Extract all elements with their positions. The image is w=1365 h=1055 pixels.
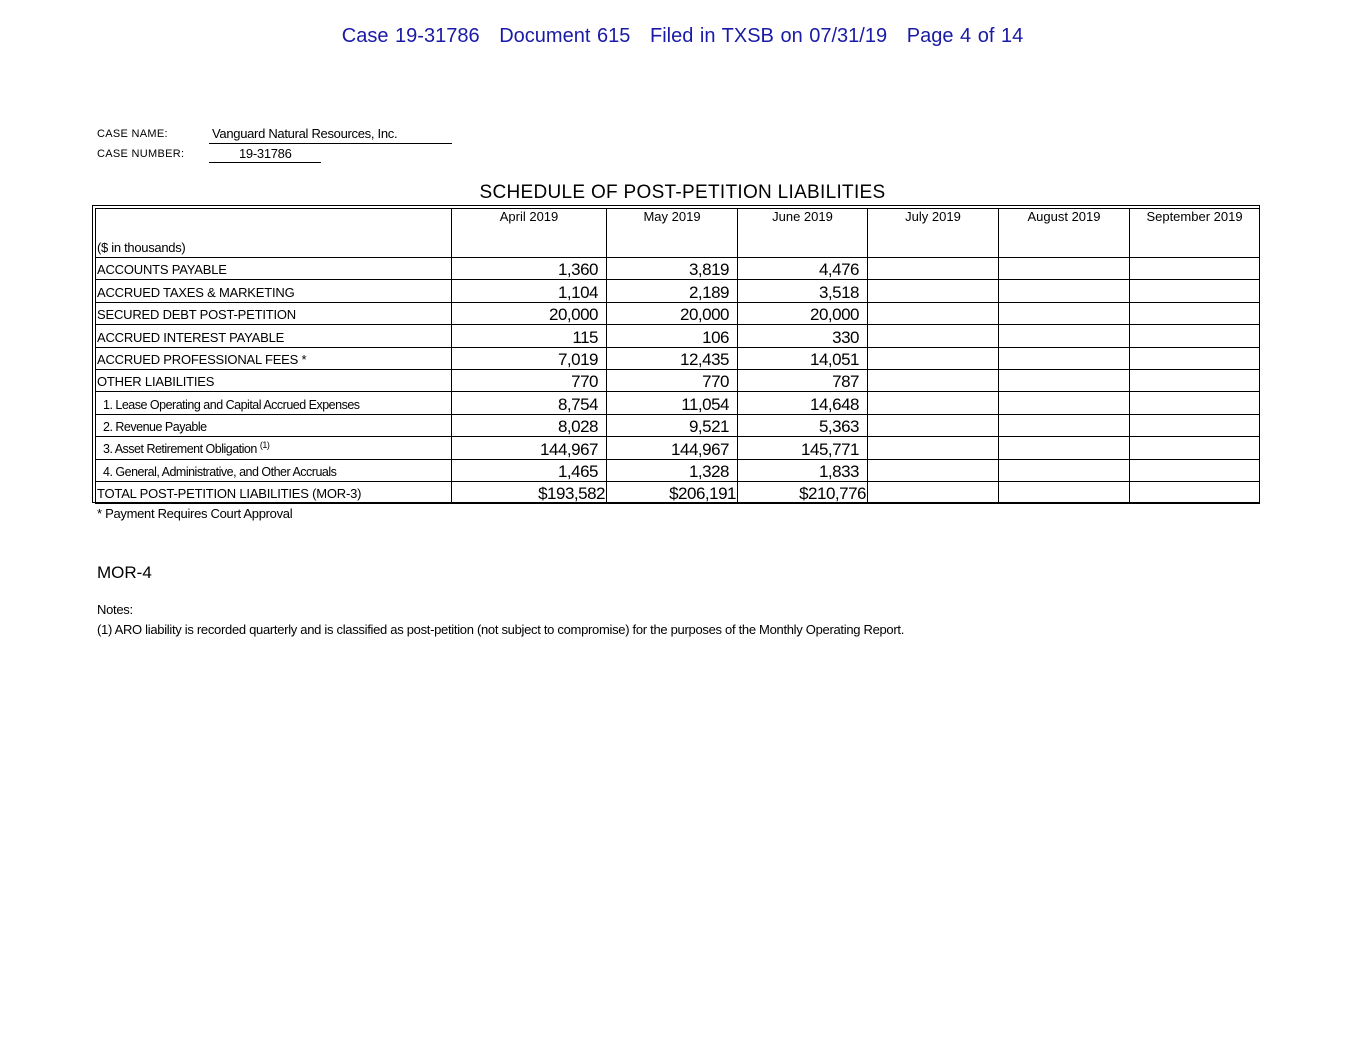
value-cell: 1,465 [452,459,607,481]
row-label-text: ACCRUED PROFESSIONAL FEES * [97,351,307,367]
value-cell [868,392,999,414]
value-cell [999,459,1130,481]
table-row [96,459,1260,481]
value-cell: 770 [452,369,607,391]
table-row [96,302,1260,324]
row-label-text: 3. Asset Retirement Obligation [103,442,257,457]
value-cell: 1,833 [738,459,868,481]
value-cell: 144,967 [452,437,607,459]
value-cell [868,280,999,302]
value-cell: 2,189 [607,280,738,302]
value-cell [1130,302,1260,324]
value-cell: 144,967 [607,437,738,459]
value-cell: 8,028 [452,414,607,436]
table-row [96,280,1260,302]
row-label-text: ACCRUED TAXES & MARKETING [97,284,295,300]
value-cell [868,414,999,436]
value-cell [1130,280,1260,302]
column-header: May 2019 [607,209,738,258]
value-cell [999,414,1130,436]
case-number-label: CASE NUMBER: [97,148,185,160]
value-cell [1130,392,1260,414]
value-cell [999,481,1130,503]
value-cell: 7,019 [452,347,607,369]
case-name-value: Vanguard Natural Resources, Inc. [212,126,398,141]
column-header: August 2019 [999,209,1130,258]
notes-heading: Notes: [97,602,133,617]
value-cell: 145,771 [738,437,868,459]
value-cell: 4,476 [738,258,868,280]
value-cell [999,280,1130,302]
liabilities-table [95,208,1260,504]
value-cell: $206,191 [607,481,738,503]
column-header: July 2019 [868,209,999,258]
total-row [96,481,1260,503]
value-cell: 787 [738,369,868,391]
value-cell: 5,363 [738,414,868,436]
value-cell [1130,258,1260,280]
value-cell: 330 [738,325,868,347]
value-cell: 14,648 [738,392,868,414]
table-row [96,325,1260,347]
value-cell [999,369,1130,391]
row-label-text: OTHER LIABILITIES [97,374,215,390]
table-row [96,258,1260,280]
value-cell: 20,000 [607,302,738,324]
value-cell [868,481,999,503]
row-label [96,459,452,481]
value-cell [1130,347,1260,369]
row-label [96,437,452,459]
row-label-text: SECURED DEBT POST-PETITION [97,307,296,323]
value-cell [868,437,999,459]
schedule-title: SCHEDULE OF POST-PETITION LIABILITIES [479,182,886,203]
case-name-underline [209,143,452,144]
row-label [96,481,452,503]
row-label [96,302,452,324]
value-cell: 1,104 [452,280,607,302]
value-cell: 8,754 [452,392,607,414]
value-cell [1130,437,1260,459]
row-label [96,280,452,302]
value-cell: 1,328 [607,459,738,481]
table-header-row [96,209,1260,258]
form-id: MOR-4 [97,563,152,582]
row-label-text: 4. General, Administrative, and Other Accruals [103,464,337,479]
row-label-text: TOTAL POST-PETITION LIABILITIES (MOR-3) [97,486,362,502]
table-row [96,414,1260,436]
case-number-underline [209,162,321,163]
row-label-text: ACCOUNTS PAYABLE [97,262,227,278]
value-cell [868,347,999,369]
value-cell: 12,435 [607,347,738,369]
value-cell [1130,414,1260,436]
table-row [96,347,1260,369]
units-label: ($ in thousands) [96,209,452,258]
value-cell: 106 [607,325,738,347]
case-name-label: CASE NAME: [97,128,168,140]
value-cell [1130,459,1260,481]
value-cell [868,325,999,347]
value-cell: 3,819 [607,258,738,280]
row-label [96,414,452,436]
table-row [96,369,1260,391]
value-cell: 11,054 [607,392,738,414]
filing-stamp: Case 19-31786 Document 615 Filed in TXSB on 07/31/19 Page 4 of 14 [341,25,1024,47]
table-row [96,392,1260,414]
value-cell [999,258,1130,280]
value-cell: 20,000 [738,302,868,324]
value-cell [999,437,1130,459]
value-cell: 9,521 [607,414,738,436]
row-label [96,325,452,347]
row-label [96,392,452,414]
value-cell [1130,325,1260,347]
court-approval-footnote: * Payment Requires Court Approval [97,506,293,521]
row-label-text: ACCRUED INTEREST PAYABLE [97,329,285,345]
value-cell [1130,369,1260,391]
note-1: (1) ARO liability is recorded quarterly and is classified as post-petition (not subject to compromise) for the purposes of the Monthly Operating Report. [97,622,905,637]
value-cell [868,258,999,280]
value-cell: 115 [452,325,607,347]
row-label-text: 2. Revenue Payable [103,420,207,435]
value-cell: 14,051 [738,347,868,369]
value-cell: 3,518 [738,280,868,302]
value-cell: 770 [607,369,738,391]
row-label [96,347,452,369]
value-cell [999,392,1130,414]
value-cell [999,302,1130,324]
value-cell: 1,360 [452,258,607,280]
value-cell [868,369,999,391]
value-cell [868,302,999,324]
table-row [96,437,1260,459]
row-label-text: 1. Lease Operating and Capital Accrued Expenses [103,397,360,412]
column-header: April 2019 [452,209,607,258]
value-cell: $193,582 [452,481,607,503]
value-cell [999,347,1130,369]
row-label [96,369,452,391]
column-header: June 2019 [738,209,868,258]
footnote-ref: (1) [259,440,270,451]
value-cell [1130,481,1260,503]
value-cell [999,325,1130,347]
value-cell [868,459,999,481]
row-label [96,258,452,280]
column-header: September 2019 [1130,209,1260,258]
value-cell: $210,776 [738,481,868,503]
value-cell: 20,000 [452,302,607,324]
case-number-value: 19-31786 [239,146,292,161]
